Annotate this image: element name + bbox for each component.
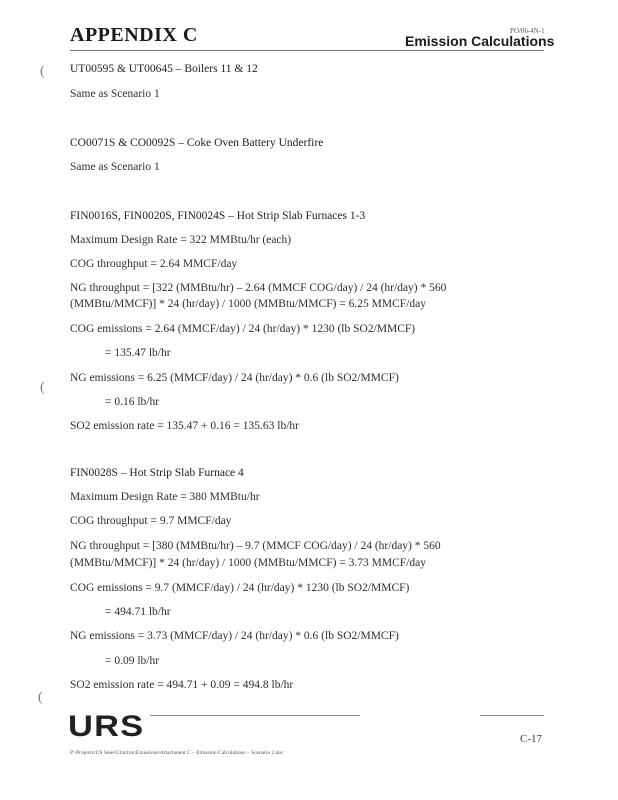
header-divider [70, 50, 544, 51]
calc-line: NG throughput = [322 (MMBtu/hr) – 2.64 (MMCF COG/day) / 24 (hr/day) * 560 [70, 282, 447, 294]
binder-hole-mark-top: ( [40, 64, 45, 79]
urs-logo: URS [68, 710, 145, 743]
page-number: C-17 [520, 733, 542, 745]
calc-result: = 135.47 lb/hr [105, 347, 171, 359]
section-heading-coke-oven: CO0071S & CO0092S – Coke Oven Battery Underfire [70, 137, 324, 149]
calc-line: (MMBtu/MMCF)] * 24 (hr/day) / 1000 (MMBtu/MMCF) = 6.25 MMCF/day [70, 298, 426, 310]
calc-total: SO2 emission rate = 494.71 + 0.09 = 494.8 lb/hr [70, 679, 294, 691]
document-id: PO/06-4N-1 [510, 27, 545, 35]
calc-line: NG throughput = [380 (MMBtu/hr) – 9.7 (MMCF COG/day) / 24 (hr/day) * 560 [70, 540, 441, 552]
calc-line: NG emissions = 3.73 (MMCF/day) / 24 (hr/day) * 0.6 (lb SO2/MMCF) [70, 630, 399, 642]
calc-line: Maximum Design Rate = 380 MMBtu/hr [70, 491, 260, 503]
section-text: Same as Scenario 1 [70, 161, 160, 173]
section-heading-boilers: UT00595 & UT00645 – Boilers 11 & 12 [70, 63, 258, 75]
footer-divider-right [480, 715, 544, 716]
calc-line: Maximum Design Rate = 322 MMBtu/hr (each) [70, 234, 292, 246]
page-title: Emission Calculations [405, 33, 555, 49]
calc-total: SO2 emission rate = 135.47 + 0.16 = 135.63 lb/hr [70, 420, 300, 432]
appendix-label: APPENDIX C [70, 24, 198, 46]
calc-result: = 0.16 lb/hr [105, 396, 160, 408]
calc-line: (MMBtu/MMCF)] * 24 (hr/day) / 1000 (MMBtu/MMCF) = 3.73 MMCF/day [70, 557, 426, 569]
calc-result: = 494.71 lb/hr [105, 606, 171, 618]
calc-result: = 0.09 lb/hr [105, 655, 160, 667]
calc-line: COG throughput = 2.64 MMCF/day [70, 258, 238, 270]
binder-hole-mark-bottom: ( [38, 690, 43, 705]
section-heading-furnaces-1-3: FIN0016S, FIN0020S, FIN0024S – Hot Strip Slab Furnaces 1-3 [70, 210, 366, 222]
calc-line: COG emissions = 9.7 (MMCF/day) / 24 (hr/day) * 1230 (lb SO2/MMCF) [70, 582, 410, 594]
file-path: P:\Projects\US Steel\Clairton\Emissions\Attachment C – Emission Calculations – Scenario 2.doc [70, 750, 284, 756]
footer-divider-left [150, 715, 360, 716]
calc-line: COG throughput = 9.7 MMCF/day [70, 515, 232, 527]
calc-line: NG emissions = 6.25 (MMCF/day) / 24 (hr/day) * 0.6 (lb SO2/MMCF) [70, 372, 399, 384]
section-heading-furnace-4: FIN0028S – Hot Strip Slab Furnace 4 [70, 467, 244, 479]
binder-hole-mark-middle: ( [40, 380, 45, 395]
section-text: Same as Scenario 1 [70, 88, 160, 100]
calc-line: COG emissions = 2.64 (MMCF/day) / 24 (hr/day) * 1230 (lb SO2/MMCF) [70, 323, 416, 335]
